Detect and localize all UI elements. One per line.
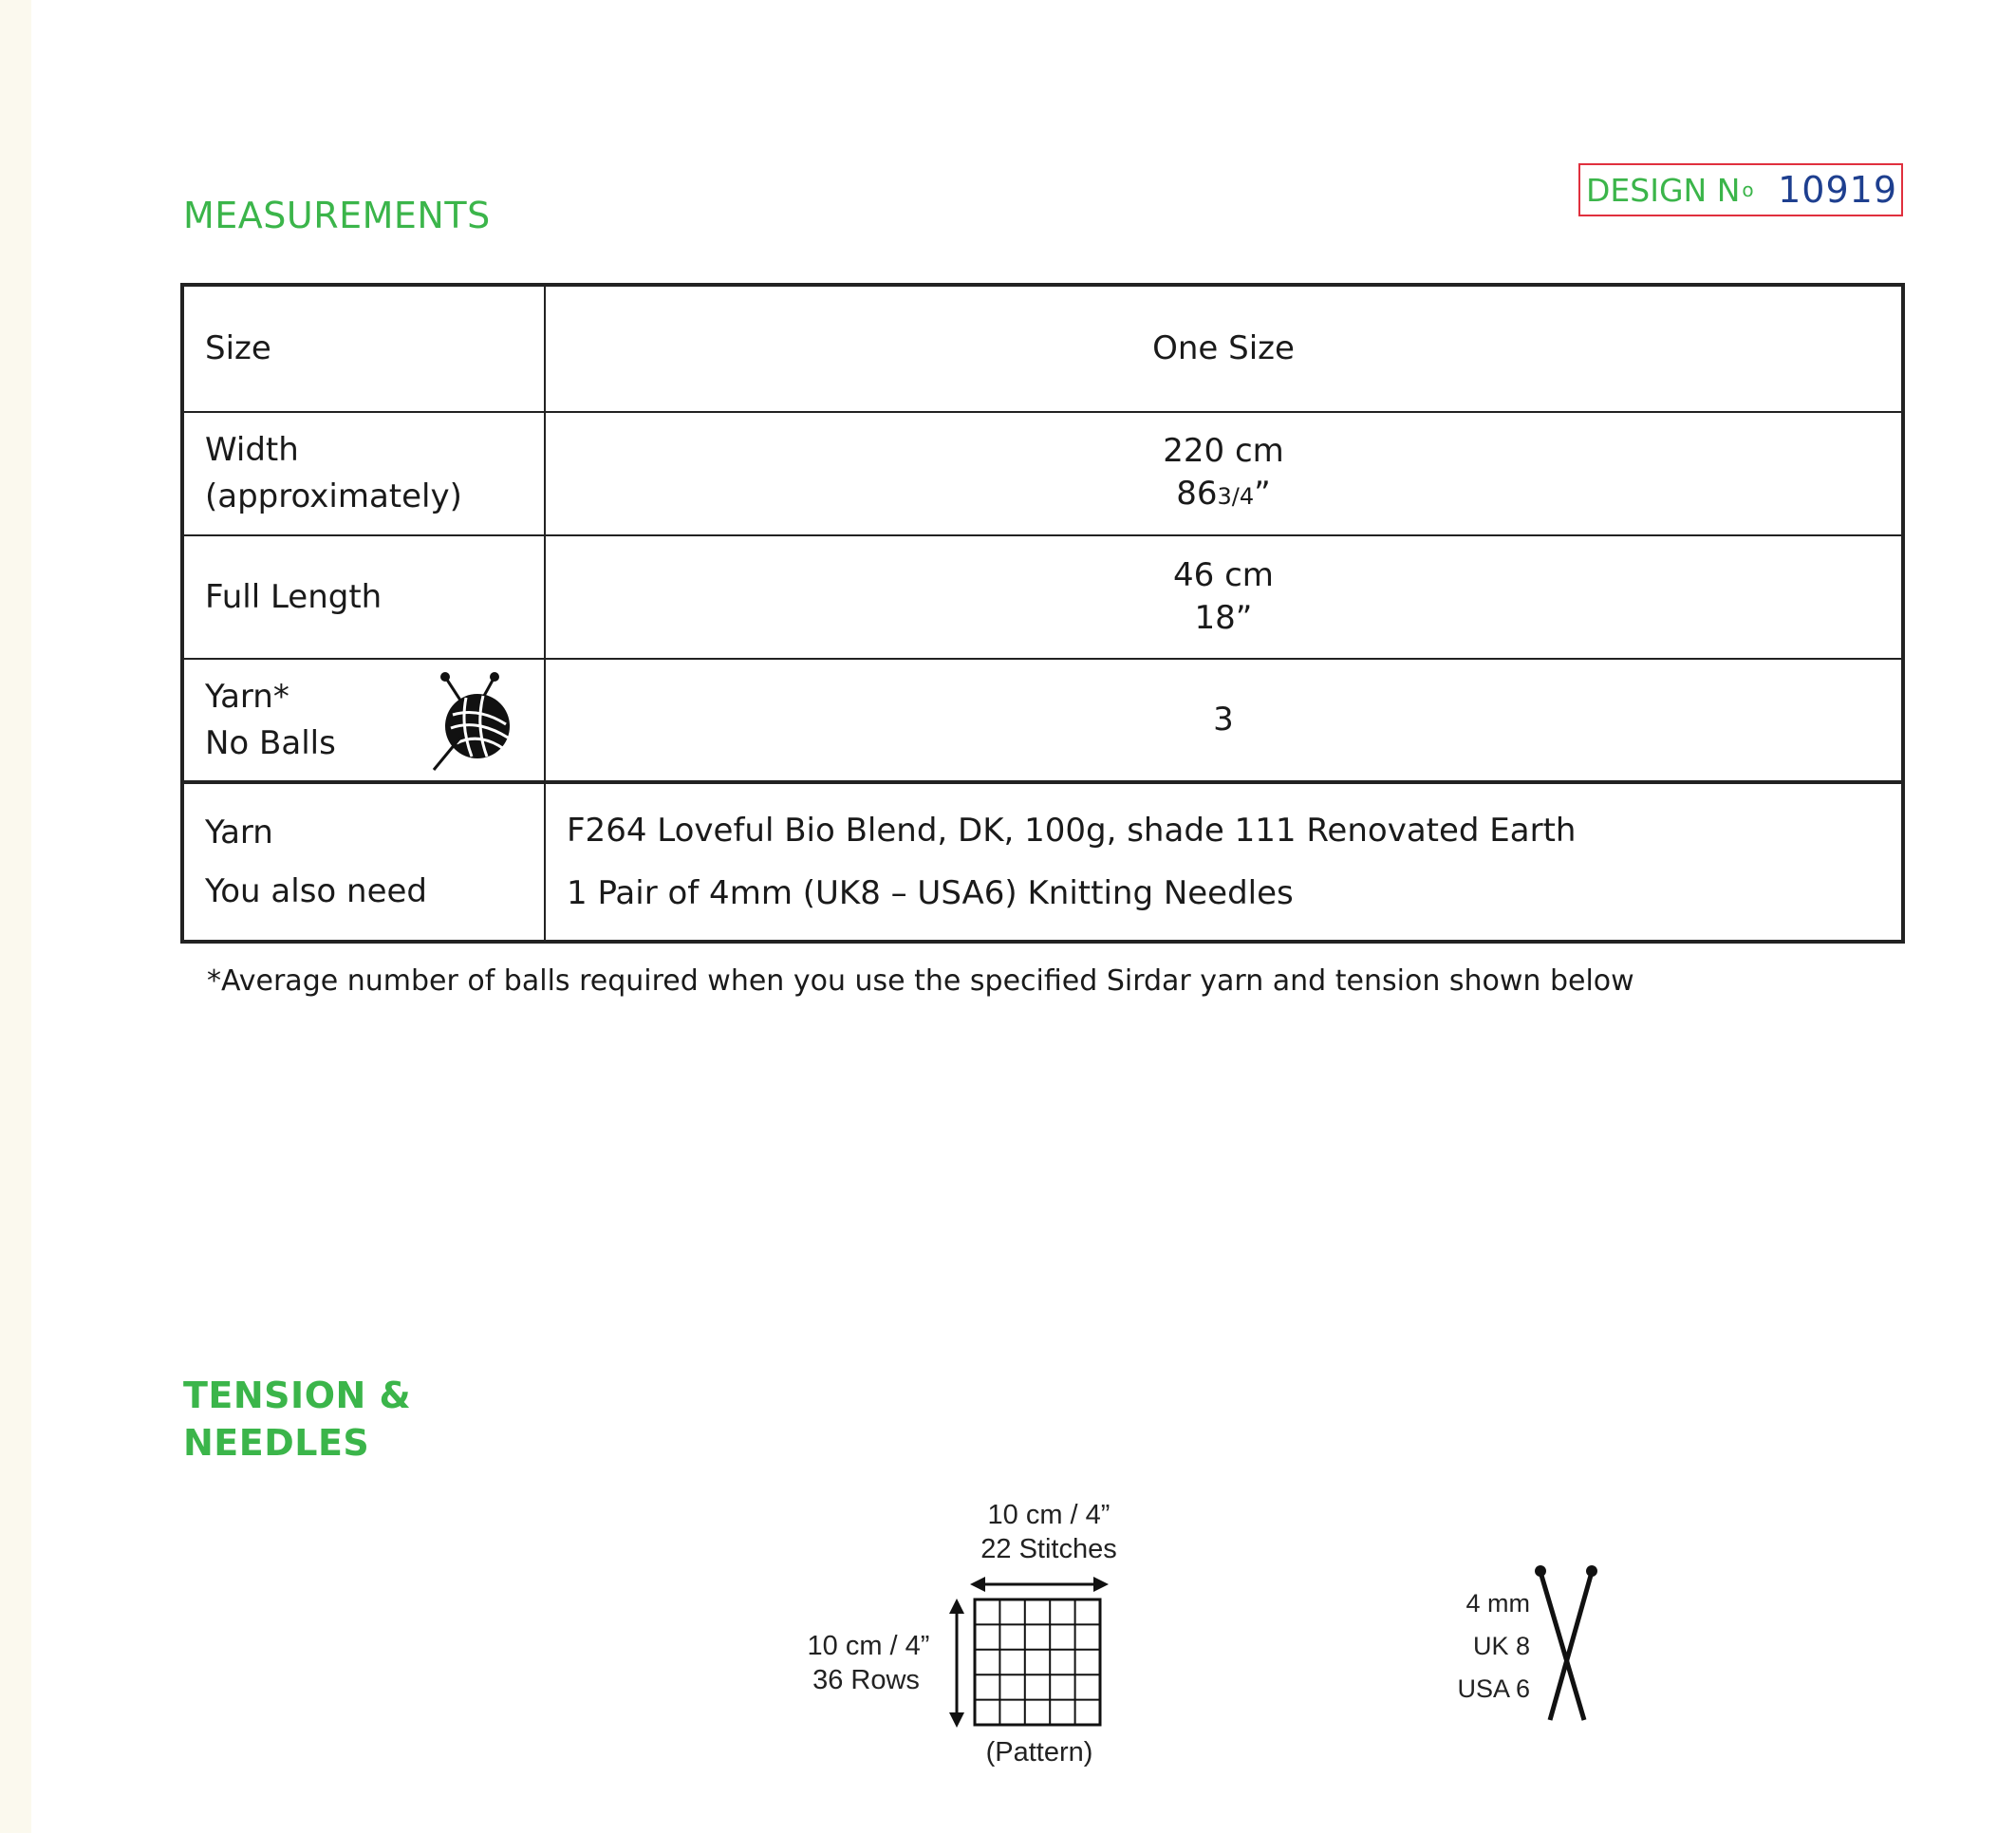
- width-inches-whole: 86: [1176, 474, 1218, 513]
- materials-value: [545, 782, 1903, 942]
- design-number-box: [1578, 163, 1903, 216]
- width-inches-mark: ”: [1254, 474, 1271, 513]
- measurements-table: [180, 283, 1905, 944]
- size-value: One Size: [545, 285, 1903, 412]
- measurements-heading: MEASUREMENTS: [183, 195, 491, 236]
- footnote: *Average number of balls required when you use the specified Sirdar yarn and tension shown below: [207, 964, 1634, 998]
- balls-label-line2: No Balls: [205, 723, 336, 762]
- length-inches: 18”: [1194, 599, 1253, 637]
- width-label-line2: (approximately): [205, 477, 462, 515]
- yarn-ball-needles-icon: [432, 669, 517, 772]
- balls-label-line1: Yarn*: [205, 677, 289, 716]
- table-row-size: [182, 285, 1903, 412]
- needle-size-uk: UK 8: [1472, 1632, 1530, 1660]
- tension-pattern-label: (Pattern): [985, 1737, 1093, 1768]
- tension-rows: 36 Rows: [812, 1665, 920, 1695]
- tension-width-measure: 10 cm / 4”: [987, 1500, 1111, 1530]
- width-label-line1: Width: [205, 431, 299, 469]
- width-inches-fraction: 3/4: [1217, 482, 1255, 510]
- balls-value: 3: [545, 659, 1903, 782]
- size-label: Size: [182, 285, 545, 412]
- width-cm: 220 cm: [1163, 431, 1284, 470]
- width-inches: [546, 473, 1901, 518]
- double-arrow-vertical-icon: [943, 1597, 970, 1730]
- design-degree: o: [1742, 178, 1754, 201]
- tension-heading-line2: NEEDLES: [183, 1422, 370, 1464]
- needle-size-mm: 4 mm: [1465, 1589, 1530, 1618]
- tension-heading: [183, 1372, 411, 1467]
- table-row-balls: [182, 659, 1903, 782]
- table-row-length: [182, 535, 1903, 659]
- materials-label: [182, 782, 545, 942]
- tension-heading-line1: TENSION &: [183, 1375, 412, 1416]
- length-label: Full Length: [182, 535, 545, 659]
- tension-stitches: 22 Stitches: [980, 1534, 1117, 1564]
- width-value: [545, 412, 1903, 535]
- balls-label: [182, 659, 545, 782]
- yarn-label: Yarn: [205, 814, 273, 851]
- tension-height-measure: 10 cm / 4”: [807, 1631, 930, 1661]
- length-cm: 46 cm: [1173, 556, 1274, 594]
- double-arrow-horizontal-icon: [968, 1571, 1111, 1598]
- table-row-width: [182, 412, 1903, 535]
- design-label: DESIGN N: [1586, 171, 1741, 209]
- crossed-needles-icon: [1533, 1564, 1599, 1726]
- also-need-label: You also need: [205, 872, 427, 910]
- also-need-value: 1 Pair of 4mm (UK8 – USA6) Knitting Needles: [567, 874, 1294, 912]
- width-label: [182, 412, 545, 535]
- left-margin-strip: [0, 0, 31, 1833]
- yarn-value: F264 Loveful Bio Blend, DK, 100g, shade 111 Renovated Earth: [567, 812, 1577, 850]
- design-number: 10919: [1778, 169, 1897, 211]
- length-value: [545, 535, 1903, 659]
- needle-size-usa: USA 6: [1457, 1674, 1530, 1703]
- table-row-materials: [182, 782, 1903, 942]
- tension-grid-icon: [973, 1598, 1102, 1727]
